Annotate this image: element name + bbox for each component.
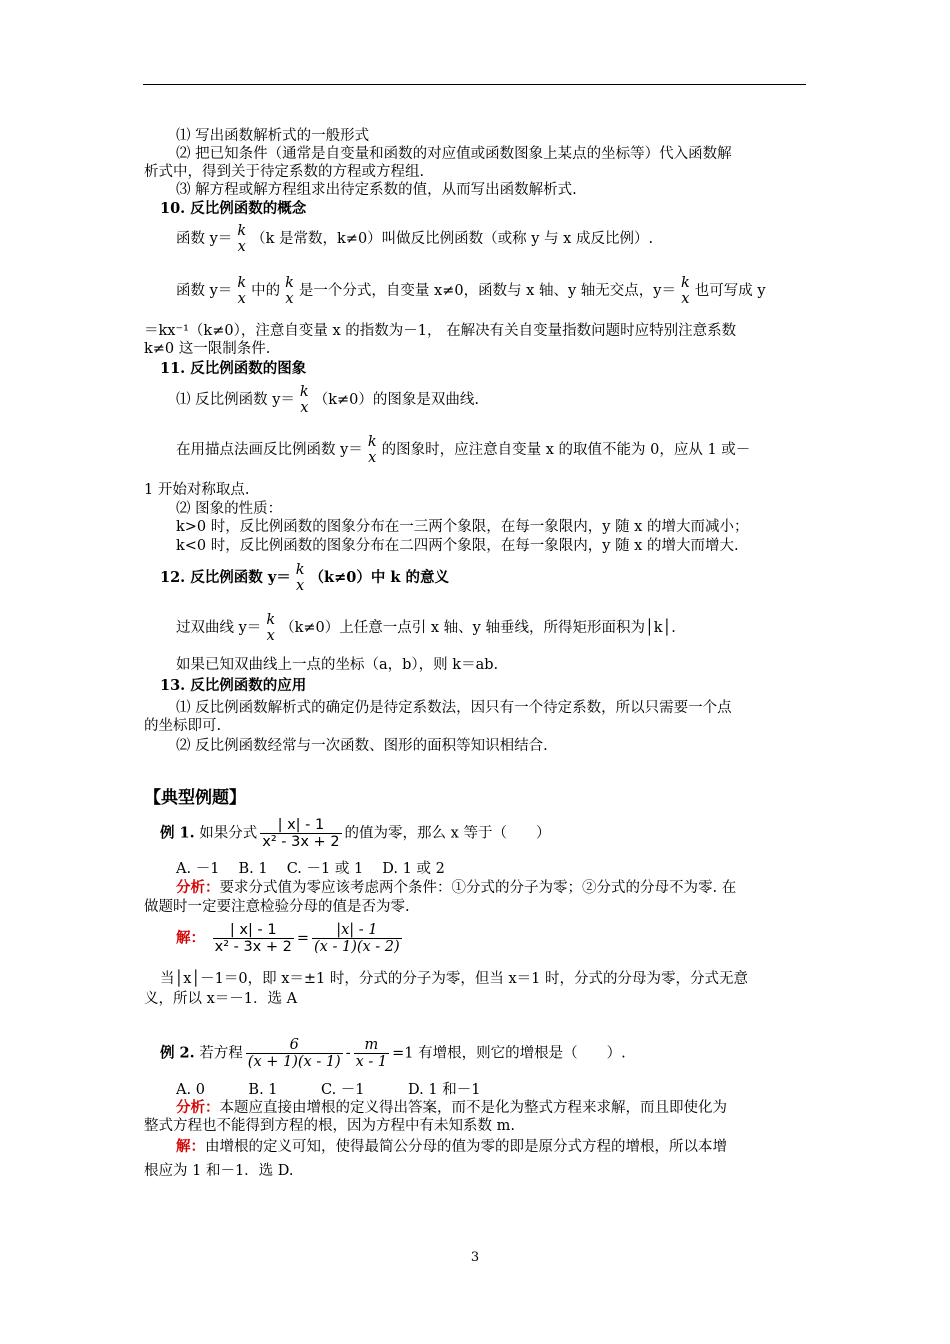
heading-10: 10. 反比例函数的概念 — [160, 200, 307, 217]
fraction-example-1: $\frac{| x| - 1}{\text{x² - 3x + 2}}$ — [262, 817, 340, 850]
para-13a: ⑴ 反比例函数解析式的确定仍是待定系数法，因只有一个待定系数，所以只需要一个点 — [176, 700, 732, 716]
para-11e: k>0 时，反比例函数的图象分布在一三两个象限，在每一象限内，y 随 x 的增大而减小； — [176, 519, 749, 535]
analysis-1: 分析：要求分式值为零应该考虑两个条件：①分式的分子为零；②分式的分母不为零. 在 — [176, 879, 737, 896]
example-1: 例 1. 如果分式 $\frac{| x| - 1}{\text{x² - 3x + 2}}$ 的值为零，那么 x 等于（ ） — [160, 817, 551, 850]
fraction-k-over-x: k x — [237, 275, 247, 307]
section-title: 【典型例题】 — [144, 788, 246, 808]
para-11b: 在用描点法画反比例函数 y＝ k x 的图象时，应注意自变量 x 的取值不能为 0，应从 1 或－ — [176, 434, 751, 466]
fraction-k-over-x: k x — [237, 223, 247, 255]
para-11c: 1 开始对称取点. — [144, 482, 250, 498]
para-10d: k≠0 这一限制条件. — [144, 341, 271, 357]
example-2: 例 2. 若方程 $\frac{6}{(x + 1)(x - 1)}$ - $\frac{m}{x - 1}$ =1 有增根，则它的增根是（ ）. — [160, 1037, 626, 1070]
para-12b: 如果已知双曲线上一点的坐标（a，b），则 k＝ab. — [176, 657, 499, 673]
para-11f: k<0 时，反比例函数的图象分布在二四两个象限，在每一象限内，y 随 x 的增大而增大. — [176, 538, 739, 554]
fraction-solution-left: $\frac{| x| - 1}{\text{x² - 3x + 2}}$ — [214, 922, 292, 955]
solution-1-formula: 解： $\frac{| x| - 1}{\text{x² - 3x + 2}}$ = $\frac{|x| - 1}{(x - 1)(x - 2)}$ — [176, 922, 400, 955]
example-2-options: A. 0 B. 1 C. －1 D. 1 和－1 — [176, 1082, 481, 1098]
para-10c: ＝kx⁻¹（k≠0），注意自变量 x 的指数为－1， 在解决有关自变量指数问题时应特别注意系数 — [144, 323, 737, 339]
step-2: ⑵ 把已知条件（通常是自变量和函数的对应值或函数图象上某点的坐标等）代入函数解 — [176, 146, 732, 162]
step-3: ⑶ 解方程或解方程组求出待定系数的值，从而写出函数解析式. — [176, 182, 577, 198]
example-1-options: A. －1 B. 1 C. －1 或 1 D. 1 或 2 — [176, 861, 445, 877]
para-12a: 过双曲线 y＝ k x （k≠0）上任意一点引 x 轴、y 轴垂线，所得矩形面积为│k│. — [176, 612, 676, 644]
para-11a: ⑴ 反比例函数 y＝ k x （k≠0）的图象是双曲线. — [176, 384, 479, 416]
fraction-k-over-x: k x — [266, 612, 276, 644]
para-10a: 函数 y＝ k x （k 是常数，k≠0）叫做反比例函数（或称 y 与 x 成反比例）. — [176, 223, 654, 255]
analysis-2-cont: 整式方程也不能得到方程的根，因为方程中有未知系数 m. — [144, 1118, 515, 1134]
analysis-2: 分析：本题应直接由增根的定义得出答案，而不是化为整式方程来求解，而且即使化为 — [176, 1099, 727, 1116]
fraction-k-over-x: k x — [367, 434, 377, 466]
heading-11: 11. 反比例函数的图象 — [160, 360, 307, 377]
para-13c: ⑵ 反比例函数经常与一次函数、图形的面积等知识相结合. — [176, 738, 548, 754]
fraction-k-over-x: k x — [680, 275, 690, 307]
heading-13: 13. 反比例函数的应用 — [160, 677, 307, 694]
header-rule — [143, 84, 806, 85]
step-1: ⑴ 写出函数解析式的一般形式 — [176, 128, 370, 144]
solution-2-cont: 根应为 1 和－1．选 D. — [144, 1163, 294, 1179]
para-13b: 的坐标即可. — [144, 718, 222, 734]
page-number: 3 — [470, 1250, 480, 1265]
fraction-k-over-x: k x — [295, 562, 305, 594]
solution-2: 解：由增根的定义可知，使得最简公分母的值为零的即是原分式方程的增根，所以本增 — [176, 1138, 727, 1155]
heading-12: 12. 反比例函数 y＝ k x （k≠0）中 k 的意义 — [160, 562, 449, 594]
fraction-example-2b: $\frac{m}{x - 1}$ — [355, 1037, 388, 1070]
solution-1-text-cont: 义，所以 x＝－1．选 A — [144, 991, 298, 1007]
fraction-k-over-x: k x — [299, 384, 309, 416]
para-10b: 函数 y＝ k x 中的 k x 是一个分式，自变量 x≠0，函数与 x 轴、y 轴无交点，y＝ k x 也可写成 y — [176, 275, 766, 307]
fraction-k-over-x: k x — [285, 275, 294, 307]
para-11d: ⑵ 图象的性质： — [176, 501, 283, 517]
analysis-1-cont: 做题时一定要注意检验分母的值是否为零. — [144, 899, 410, 915]
step-2-cont: 析式中，得到关于待定系数的方程或方程组. — [144, 164, 425, 180]
fraction-example-2a: $\frac{6}{(x + 1)(x - 1)}$ — [247, 1037, 341, 1070]
solution-1-text: 当│x│－1＝0，即 x＝±1 时，分式的分子为零，但当 x＝1 时，分式的分母为零，分式无意 — [160, 971, 748, 987]
fraction-solution-right: $\frac{|x| - 1}{(x - 1)(x - 2)}$ — [314, 922, 400, 955]
